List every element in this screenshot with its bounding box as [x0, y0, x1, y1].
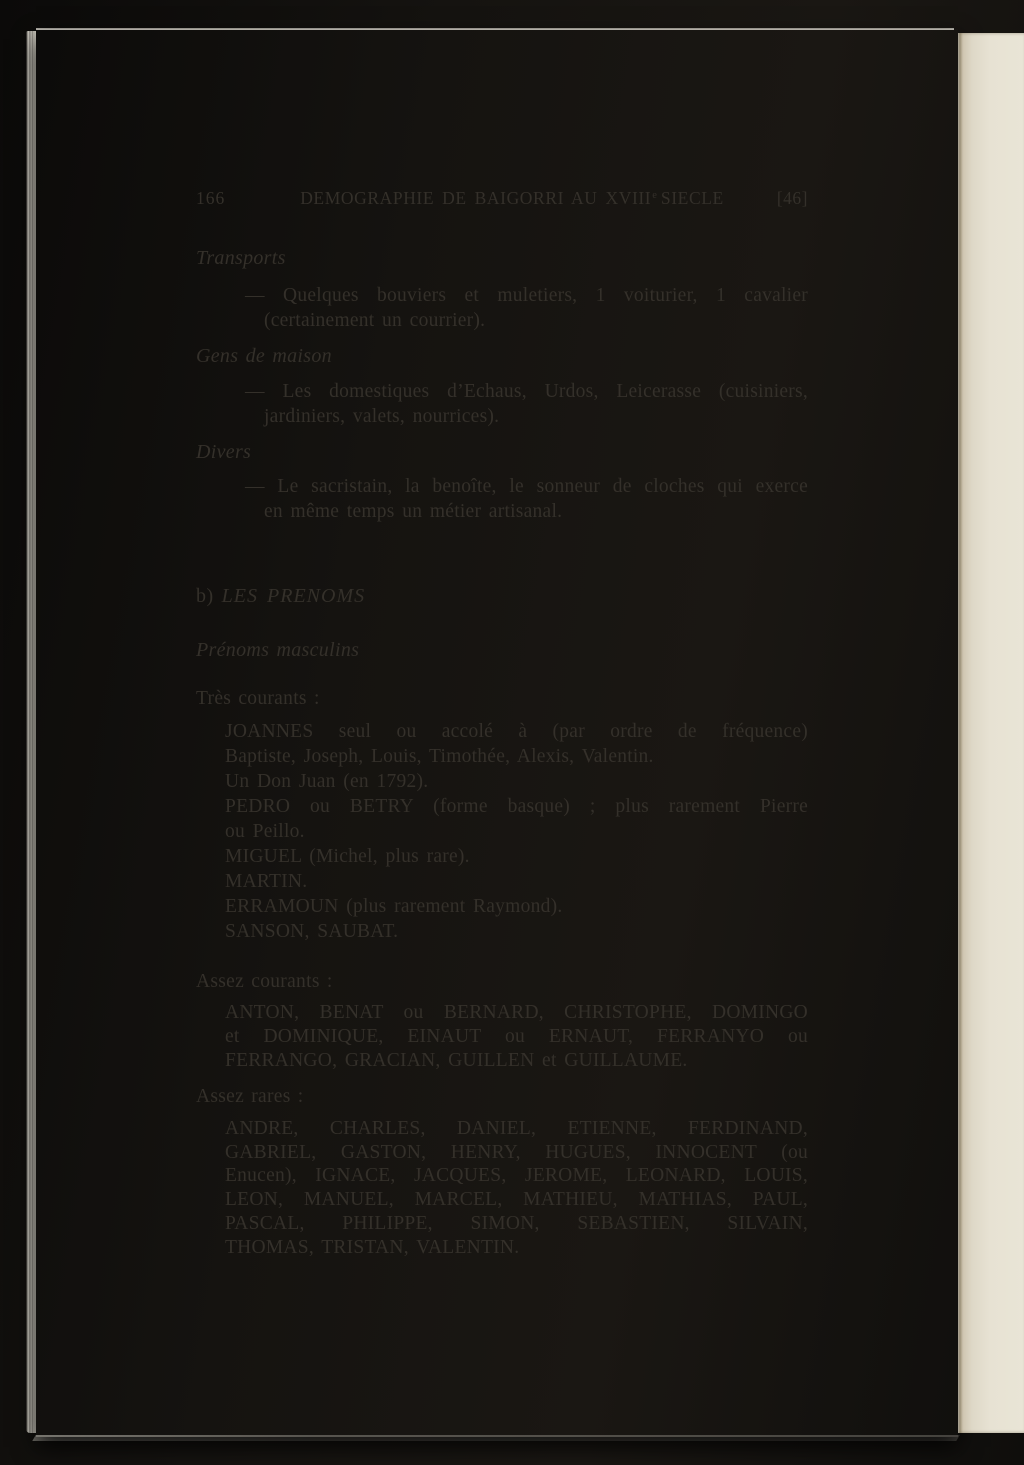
text-line: JOANNES seul ou accolé à (par ordre de fréquence)	[225, 721, 808, 742]
text-line: ANTON, BENAT ou BERNARD, CHRISTOPHE, DOMINGO	[225, 1002, 808, 1023]
running-title-main: DEMOGRAPHIE DE BAIGORRI AU XVIII	[300, 188, 652, 208]
list-assez-rares	[225, 1117, 808, 1259]
text-line: PEDRO ou BETRY (forme basque) ; plus rarement Pierre	[225, 796, 808, 817]
running-title-rest: SIECLE	[660, 188, 724, 208]
text-line: — Quelques bouviers et muletiers, 1 voiturier, 1 cavalier	[245, 285, 808, 306]
heading-assez-courants: Assez courants :	[196, 971, 333, 992]
page-stack-edge	[26, 31, 36, 1433]
text-line: (certainement un courrier).	[264, 310, 486, 331]
text-line: Un Don Juan (en 1792).	[225, 771, 429, 792]
section-title: LES PRENOMS	[221, 585, 366, 607]
text-line: ERRAMOUN (plus rarement Raymond).	[225, 896, 563, 917]
text-line: Enucen), IGNACE, JACQUES, JEROME, LEONARD, LOUIS,	[225, 1165, 808, 1187]
text-line: ou Peillo.	[225, 821, 305, 842]
text-line: Baptiste, Joseph, Louis, Timothée, Alexis, Valentin.	[225, 746, 654, 767]
text-line: jardiniers, valets, nourrices).	[264, 406, 500, 427]
running-title	[268, 186, 756, 208]
heading-divers: Divers	[196, 441, 252, 463]
running-header	[196, 186, 808, 208]
text-line: LEON, MANUEL, MARCEL, MATHIEU, MATHIAS, PAUL,	[225, 1189, 808, 1211]
text-line: en même temps un métier artisanal.	[264, 501, 563, 522]
text-line: GABRIEL, GASTON, HENRY, HUGUES, INNOCENT (ou	[225, 1141, 808, 1163]
text-line: — Le sacristain, la benoîte, le sonneur de cloches qui exerce	[245, 476, 808, 497]
facing-page-edge	[958, 33, 1024, 1433]
transports-item	[245, 283, 808, 333]
text-line: — Les domestiques d’Echaus, Urdos, Leicerasse (cuisiniers,	[245, 381, 808, 402]
text-line: FERRANGO, GRACIAN, GUILLEN et GUILLAUME.	[225, 1050, 688, 1071]
heading-tres-courants: Très courants :	[196, 688, 320, 709]
text-line: PASCAL, PHILIPPE, SIMON, SEBASTIEN, SILVAIN,	[225, 1212, 808, 1234]
folio-reference: [46]	[776, 188, 808, 208]
heading-prenoms-masculins: Prénoms masculins	[196, 639, 360, 661]
list-tres-courants	[225, 719, 808, 944]
text-line: MIGUEL (Michel, plus rare).	[225, 846, 470, 867]
heading-transports: Transports	[196, 247, 286, 269]
text-line: SANSON, SAUBAT.	[225, 921, 399, 942]
heading-assez-rares: Assez rares :	[196, 1086, 304, 1107]
book-page	[36, 29, 958, 1437]
gens-de-maison-item	[245, 379, 808, 429]
text-line: ANDRE, CHARLES, DANIEL, ETIENNE, FERDINAND,	[225, 1118, 808, 1139]
divers-item	[245, 474, 808, 524]
section-label: b)	[196, 585, 214, 607]
page-content	[36, 29, 958, 1437]
text-line: THOMAS, TRISTAN, VALENTIN.	[225, 1236, 520, 1258]
running-title-superscript: e	[652, 190, 657, 201]
text-line: MARTIN.	[225, 871, 308, 892]
heading-gens-de-maison: Gens de maison	[196, 345, 332, 367]
list-assez-courants	[225, 1001, 808, 1073]
page-number: 166	[196, 188, 226, 208]
section-les-prenoms	[196, 584, 808, 608]
text-line: et DOMINIQUE, EINAUT ou ERNAUT, FERRANYO ou	[225, 1026, 808, 1047]
